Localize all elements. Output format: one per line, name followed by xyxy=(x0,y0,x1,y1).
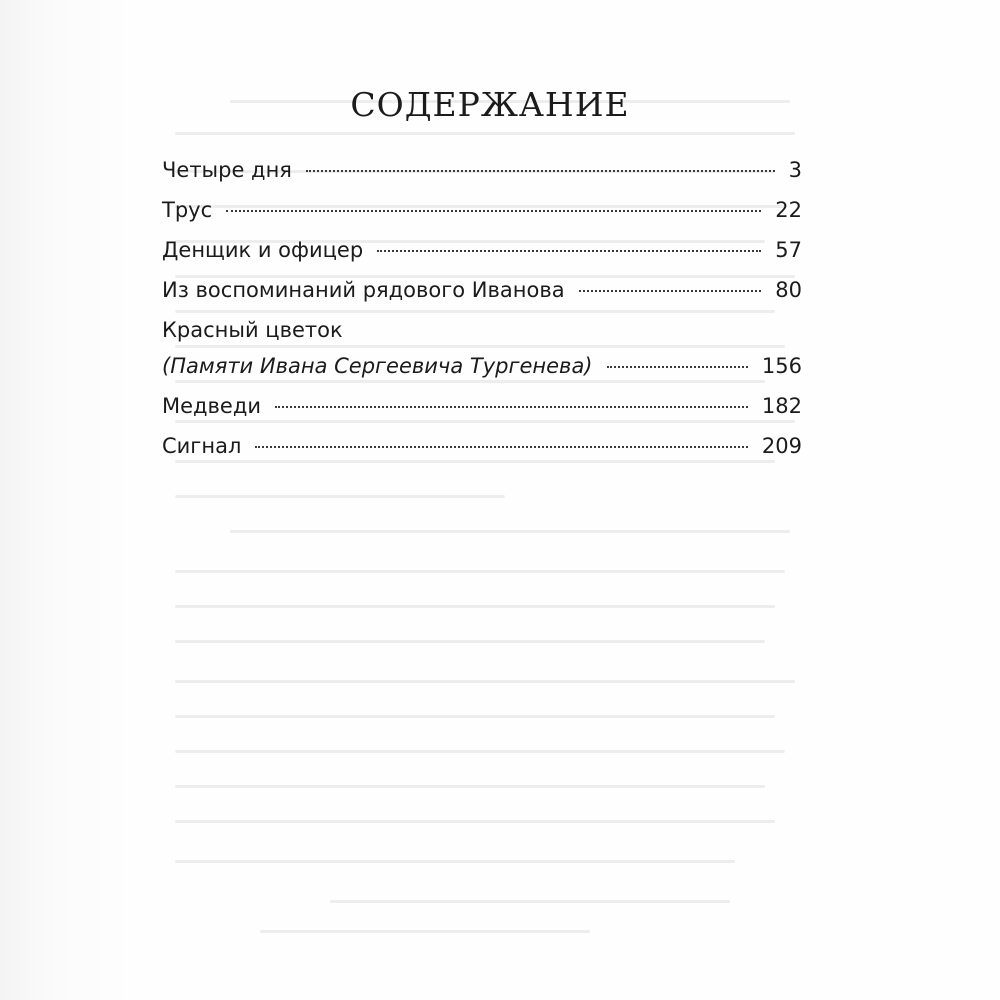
entry-page-number: 22 xyxy=(775,198,802,222)
entry-title: Четыре дня xyxy=(162,158,292,182)
entry-title: Трус xyxy=(162,198,213,222)
page-gutter-shadow xyxy=(0,0,140,1000)
dot-leader xyxy=(607,366,748,368)
toc-entry[interactable] xyxy=(162,236,802,276)
dot-leader xyxy=(579,290,762,292)
entry-page-number: 156 xyxy=(761,354,802,378)
entry-page-number: 182 xyxy=(761,394,802,418)
entry-title: Сигнал xyxy=(162,434,242,458)
entry-title: Из воспоминаний рядового Иванова xyxy=(162,278,565,302)
entry-title: Красный цветок xyxy=(162,318,343,342)
dot-leader xyxy=(255,446,748,448)
dot-leader xyxy=(275,406,748,408)
entry-title: Медведи xyxy=(162,394,262,418)
entry-subtitle: (Памяти Ивана Сергеевича Тургенева) xyxy=(162,354,593,378)
entry-page-number: 209 xyxy=(761,434,802,458)
toc-entry[interactable] xyxy=(162,276,802,316)
toc-heading: СОДЕРЖАНИЕ xyxy=(350,85,630,124)
entry-page-number: 57 xyxy=(775,238,802,262)
toc-entries xyxy=(162,156,802,472)
dot-leader xyxy=(226,210,761,212)
entry-title: Денщик и офицер xyxy=(162,238,364,262)
entry-page-number: 80 xyxy=(775,278,802,302)
dot-leader xyxy=(377,250,761,252)
dot-leader xyxy=(306,170,775,172)
entry-page-number: 3 xyxy=(788,158,802,182)
table-of-contents xyxy=(162,80,802,472)
toc-entry[interactable] xyxy=(162,392,802,432)
toc-entry[interactable] xyxy=(162,316,802,392)
toc-entry[interactable] xyxy=(162,432,802,472)
toc-entry[interactable] xyxy=(162,156,802,196)
toc-entry[interactable] xyxy=(162,196,802,236)
